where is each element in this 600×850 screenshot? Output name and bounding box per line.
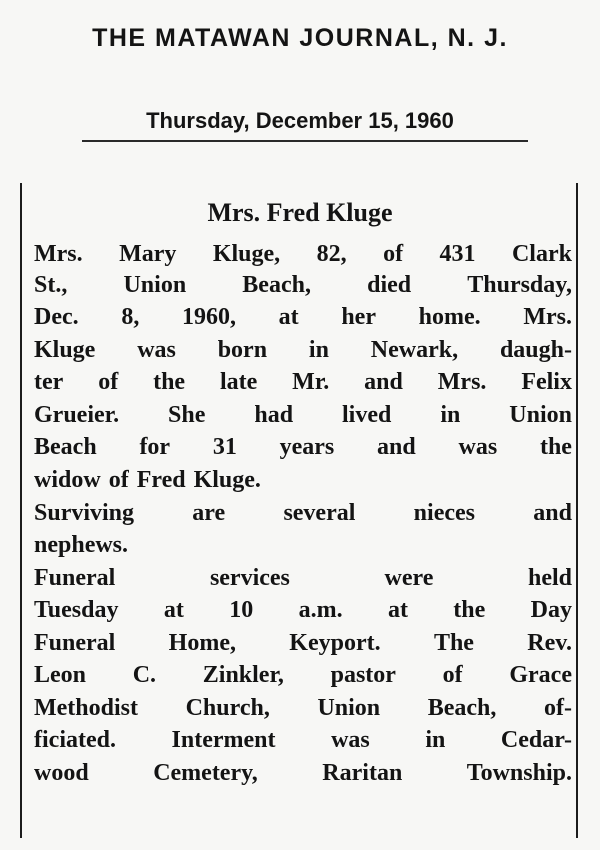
article-word: Mrs.	[34, 241, 83, 267]
article-line	[34, 273, 572, 297]
article-word: Union	[317, 695, 381, 721]
article-word: of-	[544, 695, 572, 721]
article-word: of	[383, 241, 404, 267]
article-word: at	[163, 597, 184, 623]
article-word: 431	[439, 241, 476, 267]
article-word: was	[137, 337, 176, 363]
article-word: the	[453, 597, 486, 623]
article-word: ficiated.	[34, 727, 116, 753]
article-word: Keyport.	[289, 630, 381, 656]
article-word: of	[108, 467, 129, 493]
article-word: Surviving	[34, 500, 135, 526]
article-word: 8,	[121, 304, 140, 330]
article-word: Cedar-	[500, 727, 572, 753]
article-line	[34, 696, 572, 720]
article-line	[34, 566, 572, 590]
article-line	[34, 598, 572, 622]
article-word: Beach	[34, 434, 97, 460]
article-word: a.m.	[298, 597, 343, 623]
article-line	[34, 501, 572, 525]
article-line	[34, 663, 572, 687]
article-word: were	[384, 565, 434, 591]
article-word: St.,	[34, 272, 68, 298]
article-word: born	[217, 337, 268, 363]
article-word: 82,	[316, 241, 347, 267]
article-word: ter	[34, 369, 64, 395]
article-line	[34, 305, 572, 329]
article-word: the	[153, 369, 186, 395]
article-word: Cemetery,	[153, 760, 258, 786]
article-word: Interment	[171, 727, 276, 753]
article-word: 1960,	[181, 304, 236, 330]
publication-date: Thursday, December 15, 1960	[146, 108, 454, 133]
article-word: of	[98, 369, 119, 395]
article-word: Newark,	[370, 337, 459, 363]
article-word: Mr.	[292, 369, 330, 395]
article-word: at	[278, 304, 299, 330]
article-word: Beach,	[242, 272, 311, 298]
article-word: Home,	[168, 630, 236, 656]
article-word: held	[527, 565, 572, 591]
article-word: Union	[509, 402, 572, 428]
article-word: Tuesday	[34, 597, 119, 623]
article-word: and	[533, 500, 572, 526]
article-word: widow	[34, 467, 101, 493]
article-word: in	[308, 337, 329, 363]
article-line	[34, 435, 572, 459]
article-word: nephews.	[34, 532, 129, 558]
article-word: She	[168, 402, 206, 428]
article-line	[34, 242, 572, 266]
article-word: Fred	[136, 467, 186, 493]
article-line	[34, 370, 572, 394]
article-title: Mrs. Fred Kluge	[207, 198, 393, 227]
article-word: late	[219, 369, 258, 395]
article-word: 10	[229, 597, 254, 623]
article-word: Methodist	[34, 695, 138, 721]
article-word: Funeral	[34, 630, 116, 656]
article-word: Beach,	[427, 695, 497, 721]
article-word: and	[364, 369, 403, 395]
article-word: Leon	[34, 662, 87, 688]
article-line	[34, 533, 572, 557]
article-line	[34, 761, 572, 785]
article-word: Felix	[521, 369, 572, 395]
article-word: died	[367, 272, 412, 298]
article-word: at	[387, 597, 408, 623]
article-word: daugh-	[499, 337, 572, 363]
newspaper-masthead: THE MATAWAN JOURNAL, N. J.	[92, 24, 508, 52]
article-word: was	[331, 727, 370, 753]
article-word: Day	[530, 597, 572, 623]
article-word: in	[425, 727, 446, 753]
article-word: her	[341, 304, 376, 330]
article-line	[34, 338, 572, 362]
article-word: wood	[34, 760, 89, 786]
article-word: of	[442, 662, 463, 688]
article-line	[34, 468, 572, 492]
article-word: Clark	[511, 241, 572, 267]
article-word: nieces	[413, 500, 475, 526]
article-word: Mrs.	[437, 369, 487, 395]
article-word: Grace	[509, 662, 572, 688]
article-word: Kluge,	[212, 241, 281, 267]
article-word: pastor	[330, 662, 396, 688]
article-word: Funeral	[34, 565, 116, 591]
article-word: Mrs.	[523, 304, 572, 330]
article-word: and	[377, 434, 416, 460]
article-word: C.	[132, 662, 157, 688]
article-word: had	[254, 402, 294, 428]
article-word: lived	[342, 402, 392, 428]
article-word: Dec.	[34, 304, 79, 330]
article-word: Township.	[466, 760, 572, 786]
article-word: Thursday,	[467, 272, 572, 298]
article-word: 31	[212, 434, 237, 460]
article-line	[34, 403, 572, 427]
article-word: years	[279, 434, 335, 460]
article-word: Raritan	[322, 760, 403, 786]
article-line	[34, 728, 572, 752]
date-underline	[82, 140, 528, 142]
article-word: Church,	[185, 695, 270, 721]
article-word: several	[283, 500, 356, 526]
article-word: Union	[123, 272, 187, 298]
article-word: Zinkler,	[202, 662, 284, 688]
article-word: in	[440, 402, 461, 428]
article-word: The	[433, 630, 474, 656]
article-word: Kluge	[34, 337, 96, 363]
article-word: Mary	[119, 241, 177, 267]
article-word: Grueier.	[34, 402, 120, 428]
article-word: Rev.	[527, 630, 572, 656]
article-word: was	[458, 434, 498, 460]
article-line	[34, 631, 572, 655]
article-word: services	[209, 565, 290, 591]
article-word: the	[539, 434, 572, 460]
article-word: Kluge.	[193, 467, 261, 493]
article-word: home.	[418, 304, 481, 330]
article-word: for	[139, 434, 171, 460]
article-word: are	[192, 500, 226, 526]
